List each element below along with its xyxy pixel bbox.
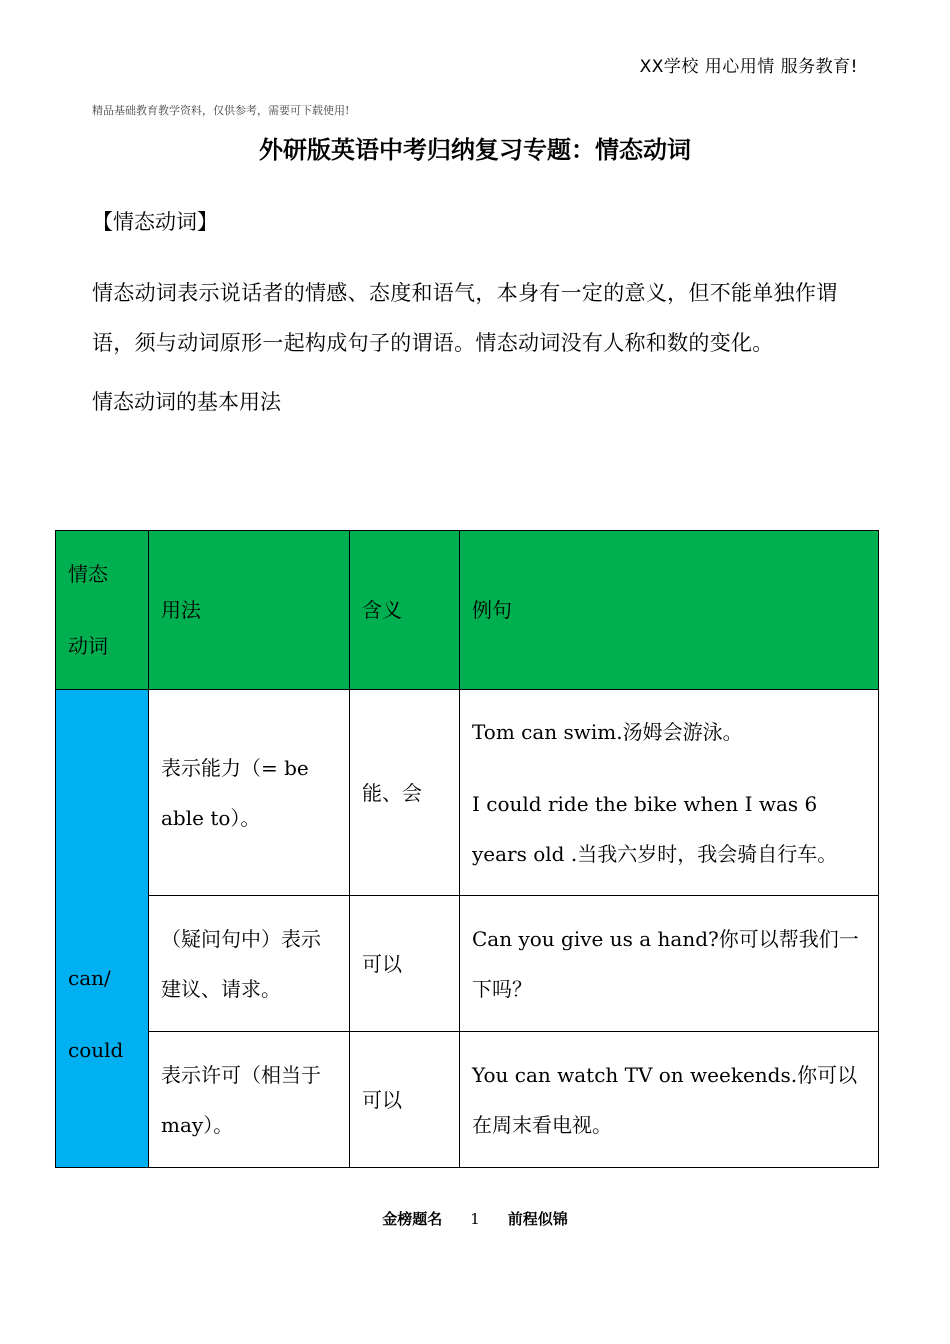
section-heading: 【情态动词】 xyxy=(92,210,218,234)
page-footer xyxy=(0,1208,950,1229)
table-row xyxy=(56,690,879,896)
header-note: 精品基础教育教学资料，仅供参考，需要可下载使用! xyxy=(92,104,350,117)
example-sentence: I could ride the bike when I was 6 years old .当我六岁时，我会骑自行车。 xyxy=(472,791,838,866)
meaning-cell: 能、会 xyxy=(350,690,460,896)
modal-verb-line1: can/ xyxy=(68,965,111,990)
usage-cell: 表示许可（相当于 may）。 xyxy=(149,1032,350,1168)
intro-paragraph: 情态动词表示说话者的情感、态度和语气，本身有一定的意义，但不能单独作谓语，须与动词原形一起构成句子的谓语。情态动词没有人称和数的变化。 xyxy=(92,281,838,355)
header-modal-verb-line2: 动词 xyxy=(68,634,108,658)
example-sentence: You can watch TV on weekends.你可以在周末看电视。 xyxy=(472,1062,858,1137)
example-cell xyxy=(460,896,879,1032)
modal-verb-table xyxy=(55,530,879,1168)
example-cell xyxy=(460,690,879,896)
document-title: 外研版英语中考归纳复习专题：情态动词 xyxy=(259,136,691,164)
footer-left: 金榜题名 xyxy=(382,1210,443,1228)
example-cell xyxy=(460,1032,879,1168)
usage-cell: 表示能力（= be able to）。 xyxy=(149,690,350,896)
header-modal-verb-line1: 情态 xyxy=(68,562,108,586)
modal-verb-cell xyxy=(56,690,149,1168)
example-sentence: Tom can swim.汤姆会游泳。 xyxy=(472,719,743,744)
subheading: 情态动词的基本用法 xyxy=(92,390,281,414)
header-modal-verb xyxy=(56,531,149,690)
usage-cell: （疑问句中）表示建议、请求。 xyxy=(149,896,350,1032)
header-slogan: XX学校 用心用情 服务教育! xyxy=(639,57,858,77)
header-meaning: 含义 xyxy=(350,531,460,690)
page-number: 1 xyxy=(470,1210,480,1228)
header-usage: 用法 xyxy=(149,531,350,690)
footer-right: 前程似锦 xyxy=(507,1210,568,1228)
modal-verb-line2: could xyxy=(68,1037,124,1062)
table-row xyxy=(56,896,879,1032)
meaning-cell: 可以 xyxy=(350,1032,460,1168)
table-header-row xyxy=(56,531,879,690)
table-row xyxy=(56,1032,879,1168)
meaning-cell: 可以 xyxy=(350,896,460,1032)
example-sentence: Can you give us a hand?你可以帮我们一下吗？ xyxy=(472,926,859,1001)
header-example: 例句 xyxy=(460,531,879,690)
